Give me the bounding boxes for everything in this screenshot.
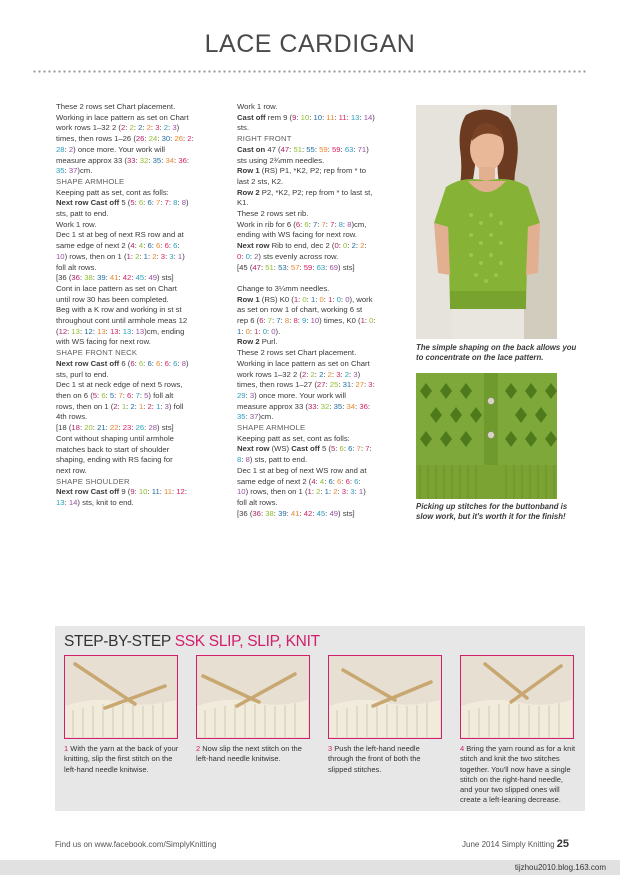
text-line: 1: 0: 1: 0: 0). [237,326,281,336]
step-number: 4 [460,744,465,753]
step-number: 3 [328,744,333,753]
text-line: Next row Cast off 6 (6: 6: 6: 6: 6: 6: 8) [56,358,189,368]
step-2-text [196,744,312,765]
footer-issue [462,838,569,850]
step-by-step-topic: SSK SLIP, SLIP, KNIT [174,633,320,650]
text-line: K1. [237,198,249,208]
step-number: 2 [196,744,201,753]
page-title: LACE CARDIGAN [204,30,416,58]
text-line: matches back to start of shoulder [56,444,170,454]
text-line: Work 1 row. [56,219,97,229]
step-3-text [328,744,444,775]
text-line: measure approx 33 (33: 32: 35: 34: 36: [56,155,190,165]
knitting-needles-illustration [461,656,572,737]
text-line: Next row Rib to end, dec 2 (0: 0: 2: 2: [237,241,367,251]
text-line: Change to 3¼mm needles. [237,283,330,293]
photo-caption-1: The simple shaping on the back allows you to concentrate on the lace pattern. [416,343,577,362]
text-line: 29: 3) once more. Your work will [237,390,346,400]
text-line: Working in lace pattern as set on Chart [56,112,189,122]
pattern-column-1 [56,102,221,509]
step-description: Bring the yarn round as for a knit stitch and knit the two stitches together. You'll now have a single stitch on the right-hand needle, and your two slipped ones will create a left-leaning decrease. [460,744,576,805]
step-4-photo [460,655,574,739]
text-line: [45 (47: 51: 53: 57: 59: 63: 69) sts] [237,262,355,272]
text-line: 28: 2) once more. Your work will [56,144,165,154]
step-by-step-lead: STEP-BY-STEP [64,633,171,650]
text-line: sts using 2¾mm needles. [237,155,325,165]
section-heading-shape-armhole: SHAPE ARMHOLE [56,176,125,186]
text-line: times, then rows 1–27 (27: 25: 31: 27: 3: [237,380,375,390]
section-heading-shape-front-neck: SHAPE FRONT NECK [56,348,138,358]
text-line: times, then rows 1–26 (26: 24: 30: 26: 2: [56,134,194,144]
text-line: Keeping patt as set, cont as folls: [237,433,350,443]
text-line: throughout cont until armhole meas 12 [56,316,188,326]
photo-caption-2: Picking up stitches for the buttonband is slow work, but it's worth it for the finish! [416,502,568,521]
knitting-needles-illustration [197,656,308,737]
text-line: 8: 8) sts, patt to end. [237,455,308,465]
text-line: shaping, ending with RS facing for [56,455,173,465]
knitting-needles-illustration [65,656,176,737]
section-heading-shape-shoulder: SHAPE SHOULDER [56,476,130,486]
step-3-photo [328,655,442,739]
footer-facebook-link[interactable]: Find us on www.facebook.com/SimplyKnitting [55,840,217,849]
text-line: 10) rows, then on 1 (1: 2: 1: 2: 3: 3: 1) [237,487,366,497]
text-line: 35: 37)cm. [56,166,93,176]
step-1-text [64,744,180,775]
pattern-column-2 [237,102,402,519]
text-line: Row 2 P2, *K2, P2; rep from * to last st, [237,187,373,197]
text-line: Next row Cast off 9 (9: 10: 11: 11: 12: [56,487,187,497]
text-line: 10) rows, then on 1 (1: 2: 1: 2: 3: 3: 1) [56,251,185,261]
model-illustration [416,105,557,339]
step-description: Now slip the next stitch on the left-hand needle knitwise. [196,744,302,764]
text-line: Beg with a K row and working in st st [56,305,182,315]
step-4-text [460,744,576,806]
step-1-photo [64,655,178,739]
text-line: These 2 rows set Chart placement. [237,348,357,358]
text-line: rep 6 (6: 7: 7: 8: 8: 9: 10) times, K0 (1: 0: [237,316,376,326]
text-line: (12: 13: 12: 13: 13: 13: 13)cm, ending [56,326,185,336]
text-line: Cont in lace pattern as set on Chart [56,283,177,293]
text-line: ending with WS facing for next row. [237,230,358,240]
text-line: These 2 rows set Chart placement. [56,102,176,111]
step-description: With the yarn at the back of your knitting, slip the first stitch on the left-hand needle knitwise. [64,744,179,774]
text-line: 0: 0: 2) sts evenly across row. [237,251,339,261]
text-line: sts, patt to end. [56,209,109,219]
step-by-step-title [64,633,320,651]
text-line: sts. [237,123,249,133]
text-line: Next row Cast off 5 (5: 6: 6: 7: 7: 8: 8) [56,198,189,208]
text-line: foll alt rows. [56,262,97,272]
lace-closeup-photo [416,373,557,499]
text-line: until row 30 has been completed. [56,294,169,304]
step-number: 1 [64,744,69,753]
watermark-credit: tijzhou2010.blog.163.com [0,860,620,875]
text-line: [36 (36: 38: 39: 41: 42: 45: 49) sts] [56,273,174,283]
text-line: 4th rows. [56,412,88,422]
text-line: with WS facing for next row. [56,337,151,347]
footer-issue-text: June 2014 Simply Knitting [462,840,555,849]
section-heading-right-front: RIGHT FRONT [237,134,292,144]
text-line: Row 2 Purl. [237,337,278,347]
text-line: Work 1 row. [237,102,278,111]
text-line: Row 1 (RS) K0 (1: 0: 1: 0: 1: 0: 0), work [237,294,373,304]
text-line: [18 (18: 20: 21: 22: 23: 26: 28) sts] [56,423,174,433]
text-line: Dec 1 st at beg of next WS row and at [237,465,367,475]
text-line: 13: 14) sts, knit to end. [56,498,134,508]
text-line: These 2 rows set rib. [237,209,309,219]
text-line: 35: 37)cm. [237,412,274,422]
text-line: then on 6 (5: 6: 5: 7: 6: 7: 5) foll alt [56,390,174,400]
text-line: work rows 1–32 2 (2: 2: 2: 2: 3: 2: 3) [237,369,361,379]
text-line: Keeping patt as set, cont as folls: [56,187,169,197]
lace-illustration [416,373,557,499]
text-line: Cast on 47 (47: 51: 55: 59: 59: 63: 71) [237,144,369,154]
text-line [237,273,402,284]
text-line: next row. [56,465,87,475]
page-number: 25 [556,838,569,850]
section-heading-shape-armhole-2: SHAPE ARMHOLE [237,423,306,433]
text-line: Cast off rem 9 (9: 10: 10: 11: 11: 13: 14) [237,112,375,122]
text-line: Row 1 (RS) P1, *K2, P2; rep from * to [237,166,367,176]
dotted-divider [32,70,588,73]
text-line: sts, purl to end. [56,369,109,379]
step-by-step-panel [55,626,585,811]
text-line: Next row (WS) Cast off 5 (5: 6: 6: 7: 7: [237,444,372,454]
step-description: Push the left-hand needle through the front of both the slipped stitches. [328,744,421,774]
text-line: Dec 1 st at neck edge of next 5 rows, [56,380,183,390]
text-line: foll alt rows. [237,498,278,507]
text-line: Dec 1 st at beg of next RS row and at [56,230,184,240]
text-line: same edge of next 2 (4: 4: 6: 6: 6: 6: [237,476,361,486]
text-line: Working in lace pattern as set on Chart [237,358,370,368]
text-line: measure approx 33 (33: 32: 35: 34: 36: [237,401,371,411]
text-line: work rows 1–32 2 (2: 2: 2: 2: 3: 2: 3) [56,123,180,133]
text-line: [36 (36: 38: 39: 41: 42: 45: 49) sts] [237,508,355,518]
text-line: rows, then on 1 (2: 1: 2: 1: 2: 1: 3) foll [56,401,184,411]
text-line: Work in rib for 6 (6: 6: 7: 7: 7: 8: 8)cm, [237,219,367,229]
knitting-needles-illustration [329,656,440,737]
text-line: last 2 sts, K2. [237,176,284,186]
text-line: Cont without shaping until armhole [56,433,174,443]
step-2-photo [196,655,310,739]
text-line: as set on row 1 of chart, working 6 st [237,305,363,315]
model-photo [416,105,557,339]
text-line: same edge of next 2 (4: 4: 6: 6: 6: 6: [56,241,180,251]
